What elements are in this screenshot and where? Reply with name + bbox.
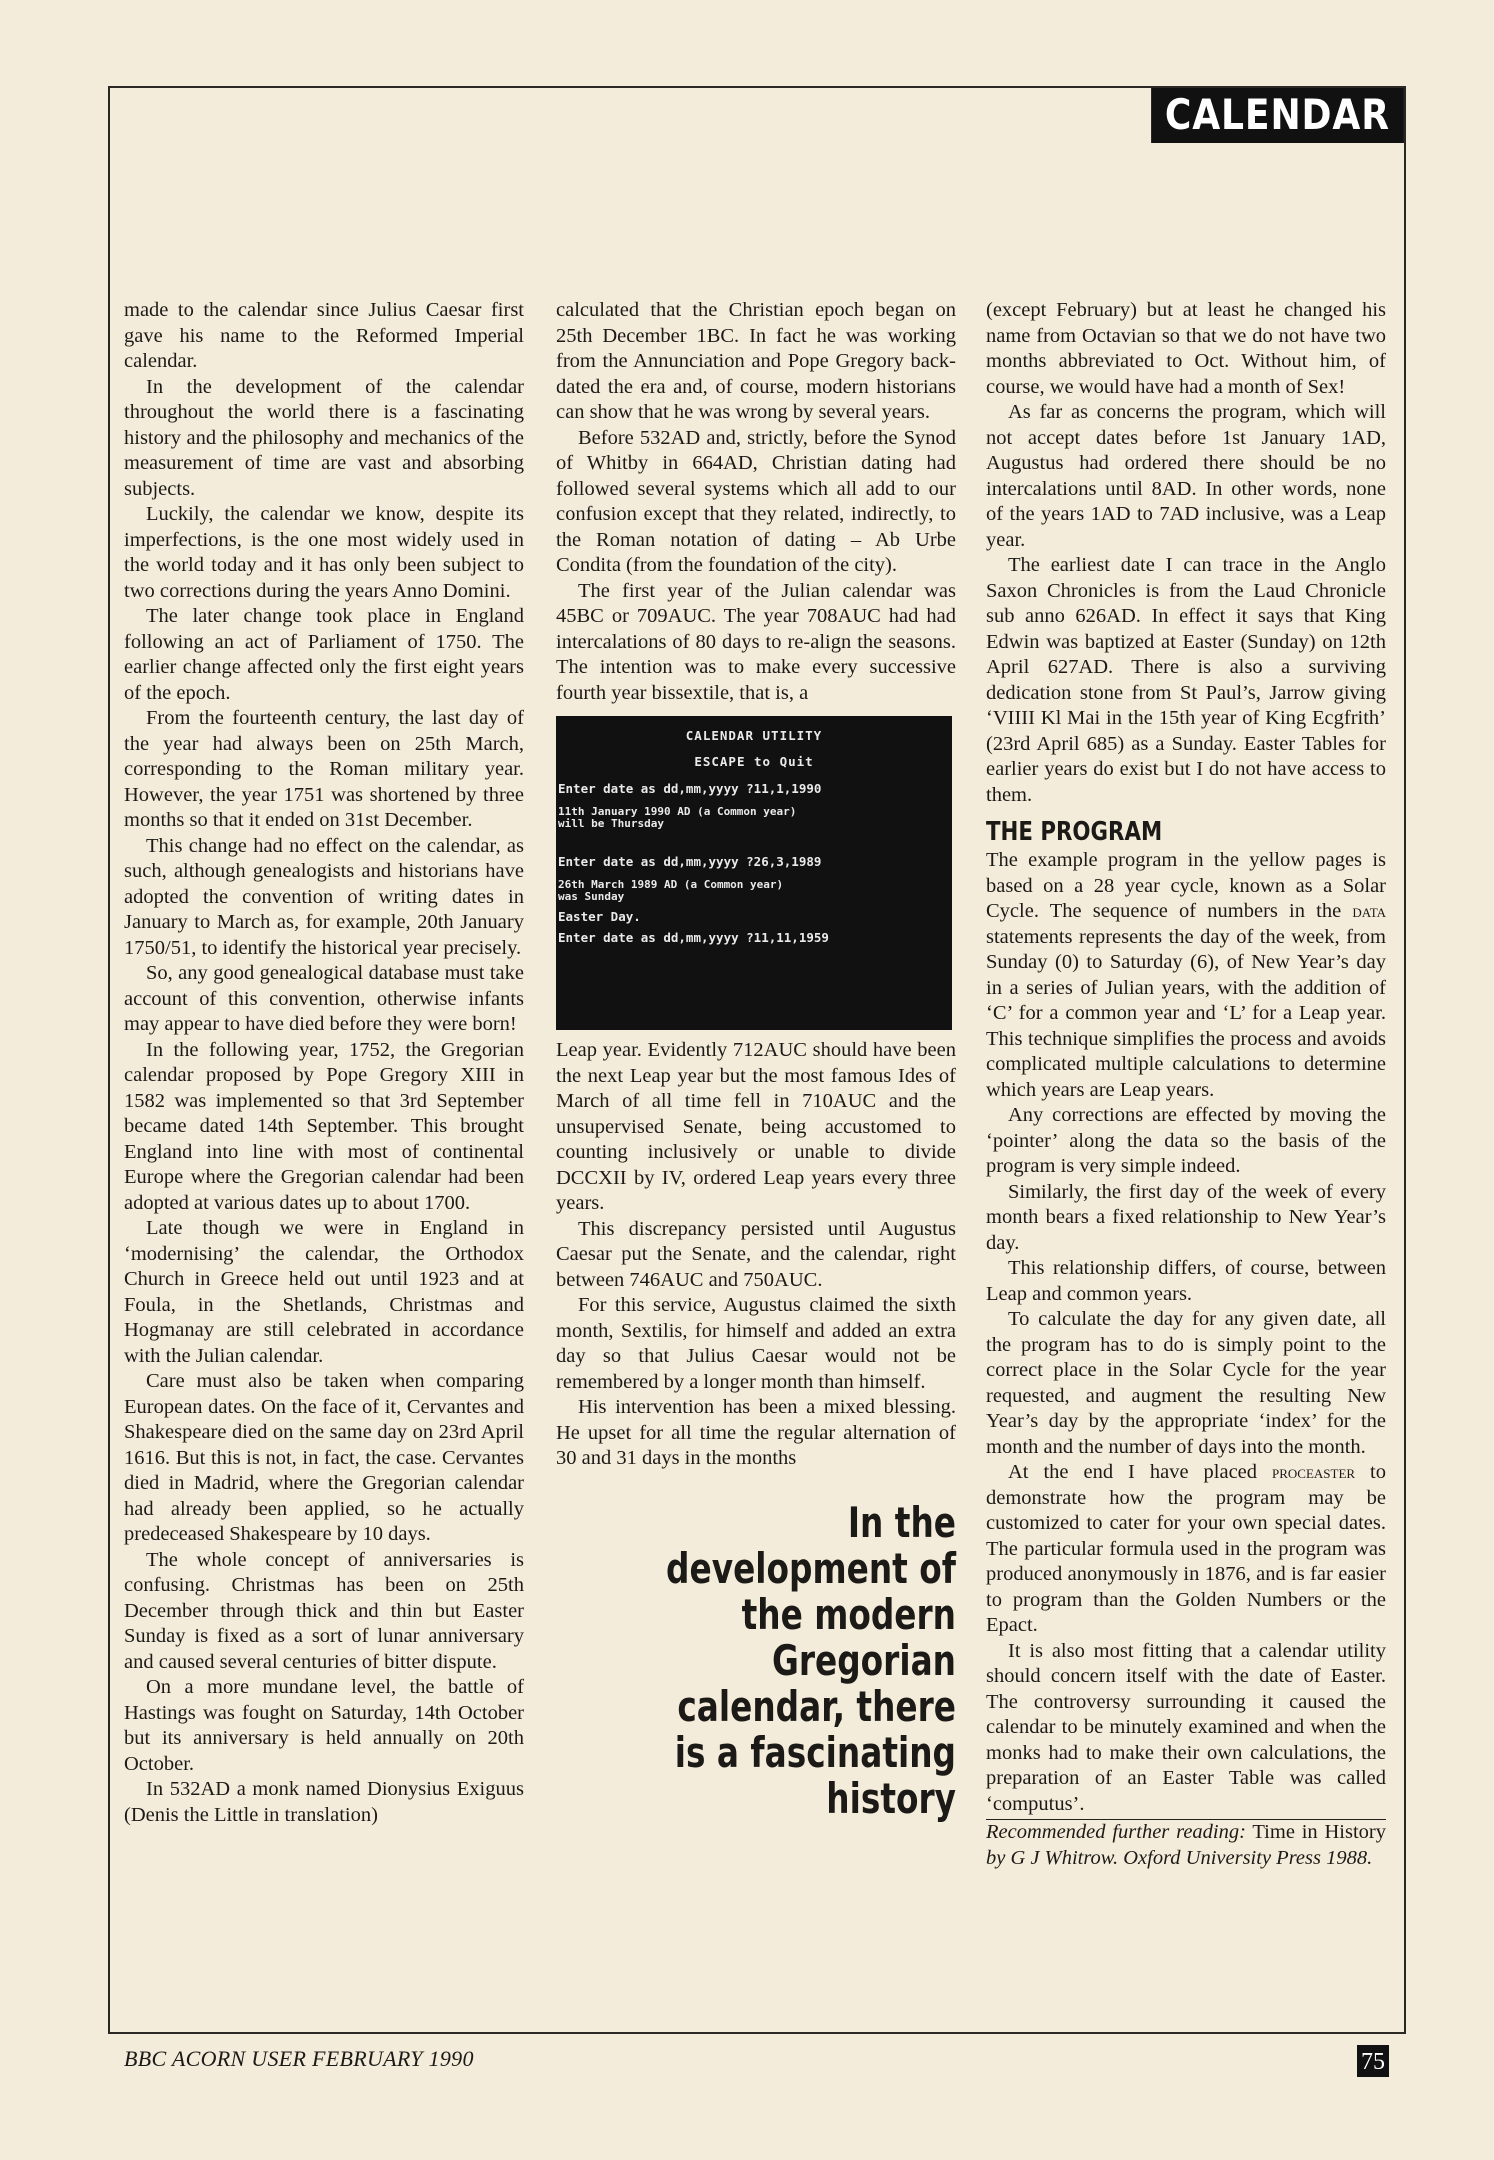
- screen-line: Easter Day.: [558, 909, 641, 924]
- paragraph: Before 532AD and, strictly, before the Synod of Whitby in 664AD, Christian dating had followed several systems which all add to our confusion except that they related, indirectly, to the Roman notation of dating – Ab Urbe Condita (from the foundation of the city).: [556, 426, 956, 576]
- screen-line: 26th March 1989 AD (a Common year): [558, 878, 784, 891]
- section-heading: THE PROGRAM: [986, 817, 1163, 847]
- paragraph: This relationship differs, of course, between Leap and common years.: [986, 1257, 1386, 1305]
- paragraph: [986, 1460, 1386, 1639]
- screen-line: Enter date as dd,mm,yyyy ?11,1,1990: [558, 781, 822, 796]
- calendar-utility-screenshot: [556, 716, 952, 1030]
- paragraph: To calculate the day for any given date, all the program has to do is simply point to the correct place in the Solar Cycle for the year requested, and augment the resulting New Year’s day by the appropriate ‘index’ for the month and the number of days into the month.: [986, 1308, 1386, 1458]
- publication-footer: BBC ACORN USER FEBRUARY 1990: [124, 2046, 474, 2071]
- paragraph: The later change took place in England following an act of Parliament of 1750. The earlier change affected only the first eight years of the epoch.: [124, 605, 524, 704]
- paragraph: This discrepancy persisted until Augustus Caesar put the Senate, and the calendar, right between 746AUC and 750AUC.: [556, 1217, 956, 1291]
- section-tab: CALENDAR: [1151, 88, 1404, 143]
- paragraph: Leap year. Evidently 712AUC should have been the next Leap year but the most famous Ides of March of all time fell in 710AUC and the unsupervised Senate, being accustomed to counting inclusively or unable to divide DCCXII by IV, ordered Leap years every three years.: [556, 1039, 956, 1214]
- pull-quote: In the development of the modern Gregorian calendar, there is a fascinating history: [666, 1497, 956, 1823]
- paragraph: So, any good genealogical database must take account of this convention, otherwise infants may appear to have died before they were born!: [124, 962, 524, 1035]
- screen-title: CALENDAR UTILITY: [685, 728, 823, 743]
- further-reading: [986, 1819, 1386, 1871]
- paragraph: It is also most fitting that a calendar utility should concern itself with the date of Easter. The controversy surrounding it caused the calendar to be minutely examined and when the monks had to make their own calculations, the preparation of an Easter Table was called ‘computus’.: [986, 1639, 1386, 1815]
- reading-credit: by G J Whitrow. Oxford University Press 1988.: [986, 1846, 1373, 1869]
- paragraph: His intervention has been a mixed blessing. He upset for all time the regular alternation of 30 and 31 days in the months: [556, 1396, 956, 1469]
- text-run: data: [1352, 901, 1386, 921]
- screen-line: 11th January 1990 AD (a Common year): [558, 805, 797, 818]
- paragraph: The first year of the Julian calendar was 45BC or 709AUC. The year 708AUC had had intercalations of 80 days to re-align the seasons. The intention was to make every successive fourth year bissextile, that is, a: [556, 579, 956, 704]
- paragraph: In the following year, 1752, the Gregorian calendar proposed by Pope Gregory XIII in 1582 was implemented so that 3rd September became dated 14th September. This brought England into line with most of continental Europe where the Gregorian calendar had been adopted at various dates up to about 1700.: [124, 1038, 524, 1214]
- reading-title: Time in History: [1245, 1821, 1386, 1843]
- paragraph: [986, 848, 1386, 1103]
- text-run: statements represents the day of the week, from Sunday (0) to Saturday (6), of New Year’s day in a series of Julian years, with the addition of ‘C’ for a common year and ‘L’ for a Leap year. This technique simplifies the process and avoids complicated multiple calculations to determine which years are Leap years.: [986, 925, 1386, 1101]
- paragraph: This change had no effect on the calendar, as such, although genealogists and historians have adopted the convention of writing dates in January to March as, for example, 20th January 1750/51, to identify the historical year precisely.: [124, 834, 524, 959]
- paragraph: made to the calendar since Julius Caesar first gave his name to the Reformed Imperial calendar.: [124, 299, 524, 372]
- paragraph: Late though we were in England in ‘modernising’ the calendar, the Orthodox Church in Greece held out until 1923 and at Foula, in the Shetlands, Christmas and Hogmanay are still celebrated in accordance with the Julian calendar.: [124, 1217, 524, 1367]
- paragraph: Any corrections are effected by moving the ‘pointer’ along the data so the basis of the program is very simple indeed.: [986, 1104, 1386, 1177]
- paragraph: Care must also be taken when comparing European dates. On the face of it, Cervantes and Shakespeare died on the same day on 23rd April 1616. But this is not, in fact, the case. Cervantes died in Madrid, where the Gregorian calendar had already been applied, so he actually predeceased Shakespeare by 10 days.: [124, 1370, 524, 1545]
- reading-label: Recommended further reading:: [986, 1821, 1246, 1843]
- text-run: proceaster: [1272, 1462, 1356, 1482]
- column-2: [556, 298, 956, 1822]
- text-run: The example program in the yellow pages is based on a 28 year cycle, known as a Solar Cycle. The sequence of numbers in the: [986, 849, 1386, 922]
- paragraph: As far as concerns the program, which will not accept dates before 1st January 1AD, Augustus had ordered there should be no intercalations until 8AD. In other words, none of the years 1AD to 7AD inclusive, was a Leap year.: [986, 401, 1386, 551]
- paragraph: (except February) but at least he changed his name from Octavian so that we do not have two months abbreviated to Oct. Without him, of course, we would have had a month of Sex!: [986, 299, 1386, 398]
- paragraph: Similarly, the first day of the week of every month bears a fixed relationship to New Year’s day.: [986, 1180, 1386, 1254]
- paragraph: From the fourteenth century, the last day of the year had always been on 25th March, corresponding to the Roman military year. However, the year 1751 was shortened by three months so that it ended on 31st December.: [124, 707, 524, 831]
- paragraph: For this service, Augustus claimed the sixth month, Sextilis, for himself and added an extra day so that Julius Caesar would not be remembered by a longer month than himself.: [556, 1294, 956, 1393]
- paragraph: calculated that the Christian epoch began on 25th December 1BC. In fact he was working from the Annunciation and Pope Gregory back-dated the era and, of course, modern historians can show that he was wrong by several years.: [556, 299, 956, 423]
- screen-line: was Sunday: [558, 890, 625, 903]
- paragraph: Luckily, the calendar we know, despite its imperfections, is the one most widely used in the world today and it has only been subject to two corrections during the years Anno Domini.: [124, 503, 524, 602]
- screen-line: Enter date as dd,mm,yyyy ?26,3,1989: [558, 854, 822, 869]
- column-3: [986, 298, 1386, 1871]
- column-1: [124, 298, 524, 1828]
- paragraph: The whole concept of anniversaries is confusing. Christmas has been on 25th December through thick and thin but Easter Sunday is fixed as a sort of lunar anniversary and caused several centuries of bitter dispute.: [124, 1548, 524, 1673]
- screen-line: Enter date as dd,mm,yyyy ?11,11,1959: [558, 930, 829, 945]
- paragraph: In 532AD a monk named Dionysius Exiguus (Denis the Little in translation): [124, 1778, 524, 1826]
- page-number: 75: [1357, 2045, 1389, 2077]
- text-run: to demonstrate how the program may be customized to cater for your own special dates. The particular formula used in the program was produced anonymously in 1876, and is far easier to program than the Golden Numbers or the Epact.: [986, 1461, 1386, 1636]
- paragraph: In the development of the calendar throughout the world there is a fascinating history and the philosophy and mechanics of the measurement of time are vast and absorbing subjects.: [124, 375, 524, 500]
- paragraph: The earliest date I can trace in the Anglo Saxon Chronicles is from the Laud Chronicle sub anno 626AD. In effect it says that King Edwin was baptized at Easter (Sunday) on 12th April 627AD. There is also a surviving dedication stone from St Paul’s, Jarrow giving ‘VIIII Kl Mai in the 15th year of King Ecgfrith’ (23rd April 685) as a Sunday. Easter Tables for earlier years do exist but I do not have access to them.: [986, 554, 1386, 806]
- paragraph: On a more mundane level, the battle of Hastings was fought on Saturday, 14th October but its anniversary is held annually on 20th October.: [124, 1676, 524, 1775]
- text-run: At the end I have placed: [1008, 1461, 1272, 1483]
- screen-line: will be Thursday: [558, 817, 664, 830]
- screen-subtitle: ESCAPE to Quit: [694, 754, 814, 769]
